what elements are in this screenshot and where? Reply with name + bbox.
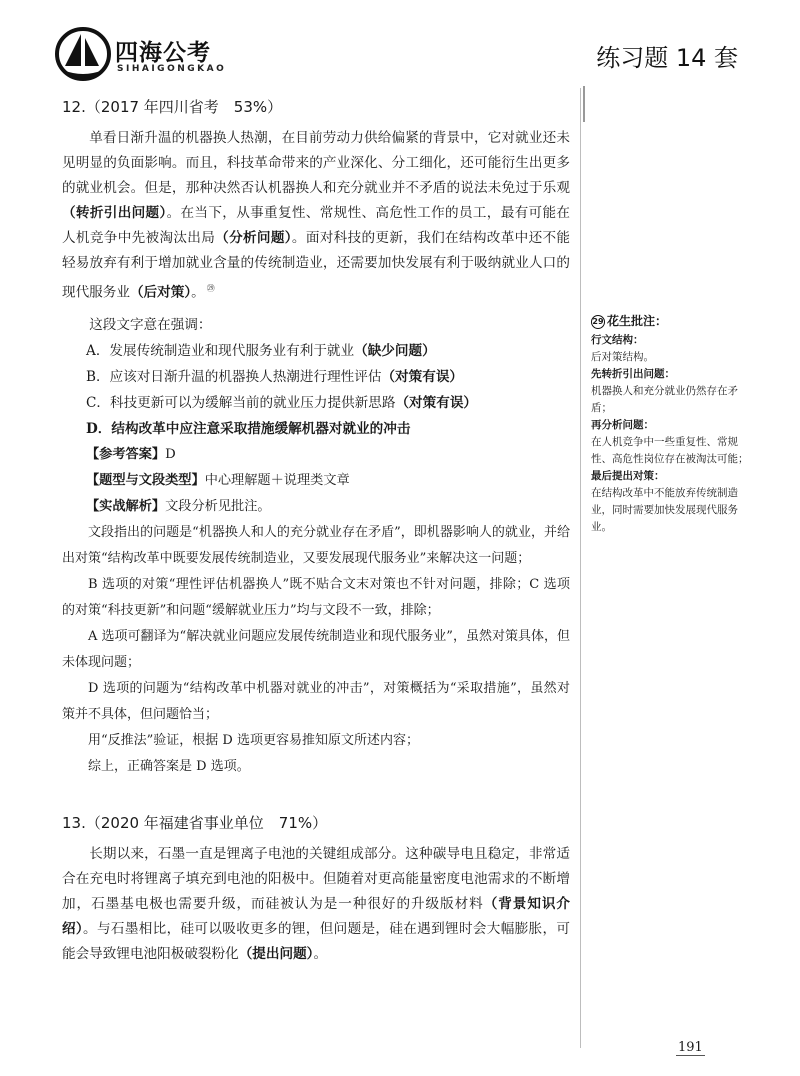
- option-c-annotation: （对策有误）: [395, 394, 478, 411]
- page-header: [0, 0, 800, 86]
- option-d-text: D．结构改革中应注意采取措施缓解机器对就业的冲击: [86, 420, 411, 437]
- analysis-paragraph: D 选项的问题为“结构改革中机器对就业的冲击”，对策概括为“采取措施”，虽然对策并不具体，但问题恰当；: [62, 680, 570, 722]
- option-c: [86, 390, 570, 416]
- passage-text: 。: [313, 945, 328, 962]
- passage-text: 。与石墨相比，硅可以吸收更多的锂，但问题是，硅在遇到锂时会大幅膨胀，可能会导致锂电池阳极破裂粉化: [62, 920, 570, 962]
- question-13-passage: [62, 842, 570, 967]
- annotation-heading: 先转折引出问题：: [591, 368, 675, 380]
- analysis-label: 【实战解析】: [86, 498, 166, 514]
- passage-text: 。: [191, 284, 205, 301]
- analysis-paragraph: A 选项可翻译为“解决就业问题应发展传统制造业和现代服务业”，虽然对策具体，但未体现问题；: [62, 628, 570, 670]
- analysis-line: [86, 494, 570, 520]
- main-column: [62, 96, 570, 967]
- question-12-title: 12.（2017 年四川省考 53%）: [62, 98, 283, 116]
- option-b: [86, 364, 570, 390]
- passage-annotation: （转折引出问题）: [62, 205, 167, 221]
- passage-annotation: （背景知识介绍）: [62, 895, 571, 937]
- question-13-title: 13.（2020 年福建省事业单位 71%）: [62, 813, 328, 832]
- type-line: [86, 468, 570, 494]
- annotation-heading: 行文结构：: [591, 334, 644, 346]
- page-number: 191: [678, 1040, 703, 1055]
- type-label: 【题型与文段类型】: [86, 472, 205, 488]
- analysis-paragraph: B 选项的对策“理性评估机器换人”既不贴合文末对策也不针对问题，排除；C 选项的对策“科技更新”和问题“缓解就业压力”均与文段不一致，排除；: [62, 576, 570, 618]
- brand-name: 四海公考: [115, 40, 211, 66]
- passage-annotation: （后对策）: [129, 284, 192, 301]
- passage-text: 单看日渐升温的机器换人热潮，在目前劳动力供给偏紧的背景中，它对就业还未见明显的负面影响。而且，科技革命带来的产业深化、分工细化，还可能衍生出更多的就业机会。但是，那种决然否认机器换人和充分就业并不矛盾的说法未免过于乐观: [62, 130, 570, 196]
- note-marker: ㉙: [206, 284, 215, 293]
- annotation-text: 在人机竞争中一些重复性、常规性、高危性岗位存在被淘汰可能；: [591, 436, 749, 465]
- annotation-heading: 最后提出对策：: [591, 470, 665, 482]
- question-stem: 这段文字意在强调：: [89, 316, 212, 333]
- answer-value: D: [165, 446, 176, 462]
- margin-divider: [580, 88, 581, 1048]
- option-d: [86, 416, 570, 442]
- analysis-paragraph: 文段指出的问题是“机器换人和人的充分就业存在矛盾”，即机器影响人的就业，并给出对策“结构改革中既要发展传统制造业，又要发展现代服务业”来解决这一问题；: [62, 524, 570, 566]
- passage-text: 。在当下，从事重复性、常规性、高危性工作的员工，最有可能在人机竞争中先被淘汰出局: [62, 205, 570, 246]
- passage-text: 。面对科技的更新，我们在结构改革中还不能轻易放弃有利于增加就业含量的传统制造业，还需要加快发展有利于吸纳就业人口的现代服务业: [62, 230, 571, 301]
- question-13: [62, 812, 570, 967]
- option-a-annotation: （缺少问题）: [354, 342, 436, 359]
- analysis-paragraph: 综上，正确答案是 D 选项。: [88, 758, 250, 774]
- brand-logo: [55, 26, 255, 82]
- analysis-paragraph: 用“反推法”验证，根据 D 选项更容易推知原文所述内容；: [88, 732, 419, 748]
- passage-annotation: （提出问题）: [238, 945, 314, 962]
- option-b-text: B．应该对日渐升温的机器换人热潮进行理性评估: [86, 368, 382, 385]
- annotation-text: 在结构改革中不能放弃传统制造业，同时需要加快发展现代服务业。: [591, 487, 738, 533]
- annotation-title-text: 花生批注：: [607, 314, 668, 328]
- passage-annotation: （分析问题）: [215, 230, 292, 246]
- brand-subtitle: SIHAIGONGKAO: [117, 64, 227, 74]
- question-12-passage: [62, 126, 570, 306]
- annotation-title: [591, 312, 751, 329]
- sail-logo-icon: [55, 26, 113, 82]
- option-a-text: A．发展传统制造业和现代服务业有利于就业: [86, 342, 355, 359]
- annotation-number: 29: [591, 315, 605, 329]
- margin-annotation: [591, 312, 751, 536]
- option-a: [86, 338, 570, 364]
- answer-line: [86, 442, 570, 468]
- exercise-set-label: 练习题 14 套: [596, 44, 738, 72]
- option-b-annotation: （对策有误）: [381, 368, 464, 385]
- annotation-text: 机器换人和充分就业仍然存在矛盾；: [591, 385, 738, 414]
- margin-divider-accent: [583, 86, 585, 122]
- answer-label: 【参考答案】: [86, 446, 166, 462]
- analysis-intro: 文段分析见批注。: [165, 498, 271, 514]
- option-c-text: C．科技更新可以为缓解当前的就业压力提供新思路: [86, 394, 396, 411]
- annotation-heading: 再分析问题：: [591, 419, 654, 431]
- passage-text: 长期以来，石墨一直是锂离子电池的关键组成部分。这种碳导电且稳定，非常适合在充电时将锂离子填充到电池的阳极中。但随着对更高能量密度电池需求的不断增加，石墨基电极也需要升级，而硅被认为是一种很好的升级版材料: [62, 845, 570, 912]
- type-value: 中心理解题＋说理类文章: [204, 472, 350, 488]
- annotation-text: 后对策结构。: [591, 351, 654, 363]
